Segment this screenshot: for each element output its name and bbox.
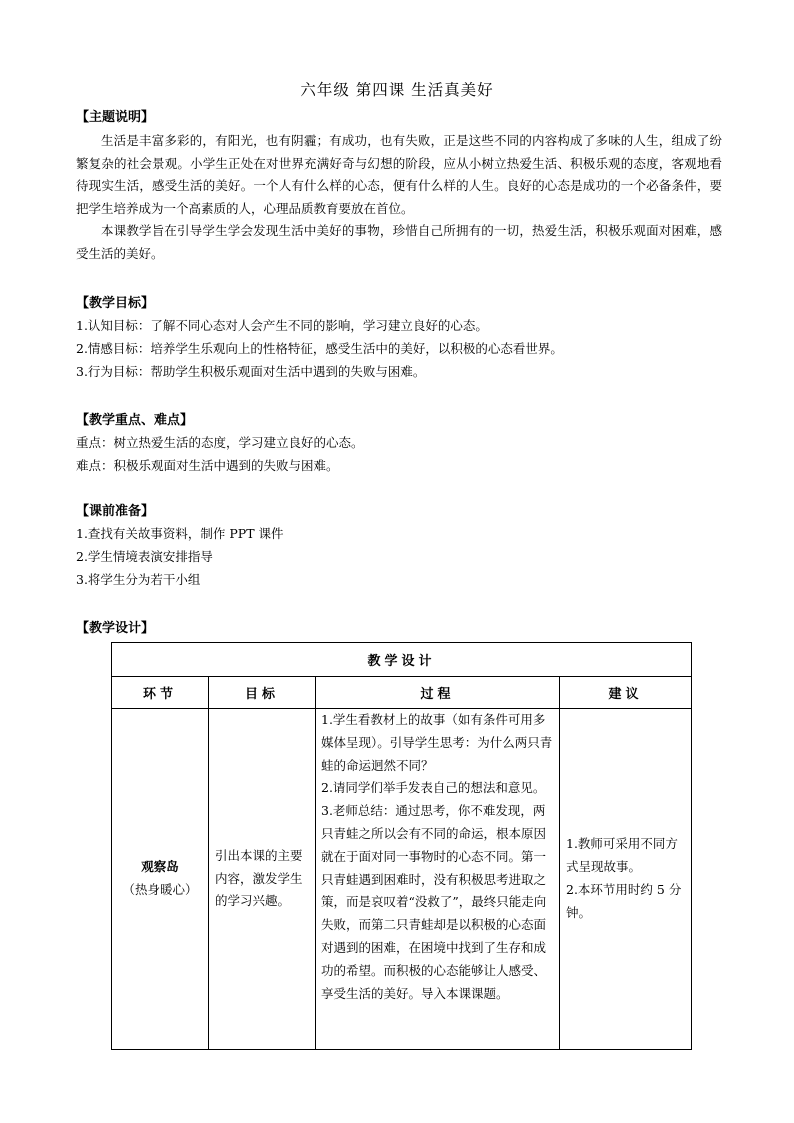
column-header-process: [316, 677, 560, 709]
theme-paragraph-2: 本课教学旨在引导学生学会发现生活中美好的事物，珍惜自己所拥有的一切，热爱生活，积极乐观面对困难，感受生活的美好。: [76, 223, 722, 261]
advice-item: 2.本环节用时约 5 分钟。: [566, 882, 682, 920]
advice-cell: [560, 709, 692, 1050]
stage-subtitle: （热身暖心）: [122, 882, 198, 897]
advice-item: 1.教师可采用不同方式呈现故事。: [566, 836, 678, 875]
table-caption: 教学设计: [367, 654, 436, 669]
design-heading: 【教学设计】: [76, 621, 155, 636]
column-header-advice: [560, 677, 692, 709]
table-caption-cell: [112, 643, 692, 677]
goal-item: 1.认知目标：了解不同心态对人会产生不同的影响，学习建立良好的心态。: [76, 318, 488, 333]
page-title: 六年级 第四课 生活真美好: [300, 81, 494, 99]
column-header-stage: [112, 677, 209, 709]
stage-name: 观察岛: [141, 859, 179, 875]
preparation-heading: 【课前准备】: [76, 504, 155, 519]
column-header-label: 环节: [142, 687, 177, 702]
teaching-design-table: [111, 642, 692, 1050]
theme-paragraph-1: 生活是丰富多彩的，有阳光，也有阴霾；有成功，也有失败，正是这些不同的内容构成了多味的人生，组成了纷繁复杂的社会景观。小学生正处在对世界充满好奇与幻想的阶段，应从小树立热爱生活、积极乐观的态度，客观地看待现实生活，感受生活的美好。一个人有什么样的心态，便有什么样的人生。良好的心态是成功的一个必备条件，要把学生培养成为一个高素质的人，心理品质教育要放在首位。: [76, 133, 722, 216]
process-step: 1.学生看教材上的故事（如有条件可用多媒体呈现）。引导学生思考：为什么两只青蛙的命运迥然不同？: [321, 712, 553, 773]
column-header-label: 建议: [608, 687, 643, 702]
goal-cell: [209, 709, 316, 1050]
goals-heading: 【教学目标】: [76, 296, 155, 311]
key-point-item: 难点：积极乐观面对生活中遇到的失败与困难。: [76, 458, 339, 473]
preparation-item: 1.查找有关故事资料，制作 PPT 课件: [76, 526, 284, 541]
column-header-label: 目标: [244, 687, 279, 702]
goal-item: 2.情感目标：培养学生乐观向上的性格特征，感受生活中的美好，以积极的心态看世界。: [76, 341, 563, 356]
key-point-item: 重点：树立热爱生活的态度，学习建立良好的心态。: [76, 435, 364, 450]
key-points-heading: 【教学重点、难点】: [76, 413, 194, 428]
process-step: 3.老师总结：通过思考，你不难发现，两只青蛙之所以会有不同的命运，根本原因就在于面对同一事物时的心态不同。第一只青蛙遇到困难时，没有积极思考进取之策，而是哀叹着“没救了”，最终只能走向失败，而第二只青蛙却是以积极的心态面对遇到的困难，在困境中找到了生存和成功的希望。而积极的心态能够让人感受、享受生活的美好。导入本课课题。: [321, 803, 547, 1001]
goal-text: 引出本课的主要内容，激发学生的学习兴趣。: [215, 847, 303, 909]
theme-heading: 【主题说明】: [76, 110, 155, 125]
process-step: 2.请同学们举手发表自己的想法和意见。: [321, 780, 546, 796]
column-header-goal: [209, 677, 316, 709]
goal-item: 3.行为目标：帮助学生积极乐观面对生活中遇到的失败与困难。: [76, 364, 426, 379]
column-header-label: 过程: [420, 687, 455, 702]
process-cell: [316, 709, 560, 1050]
preparation-item: 3.将学生分为若干小组: [76, 572, 201, 587]
stage-cell: [112, 709, 209, 1050]
table-row: [112, 709, 692, 1050]
preparation-item: 2.学生情境表演安排指导: [76, 549, 213, 564]
